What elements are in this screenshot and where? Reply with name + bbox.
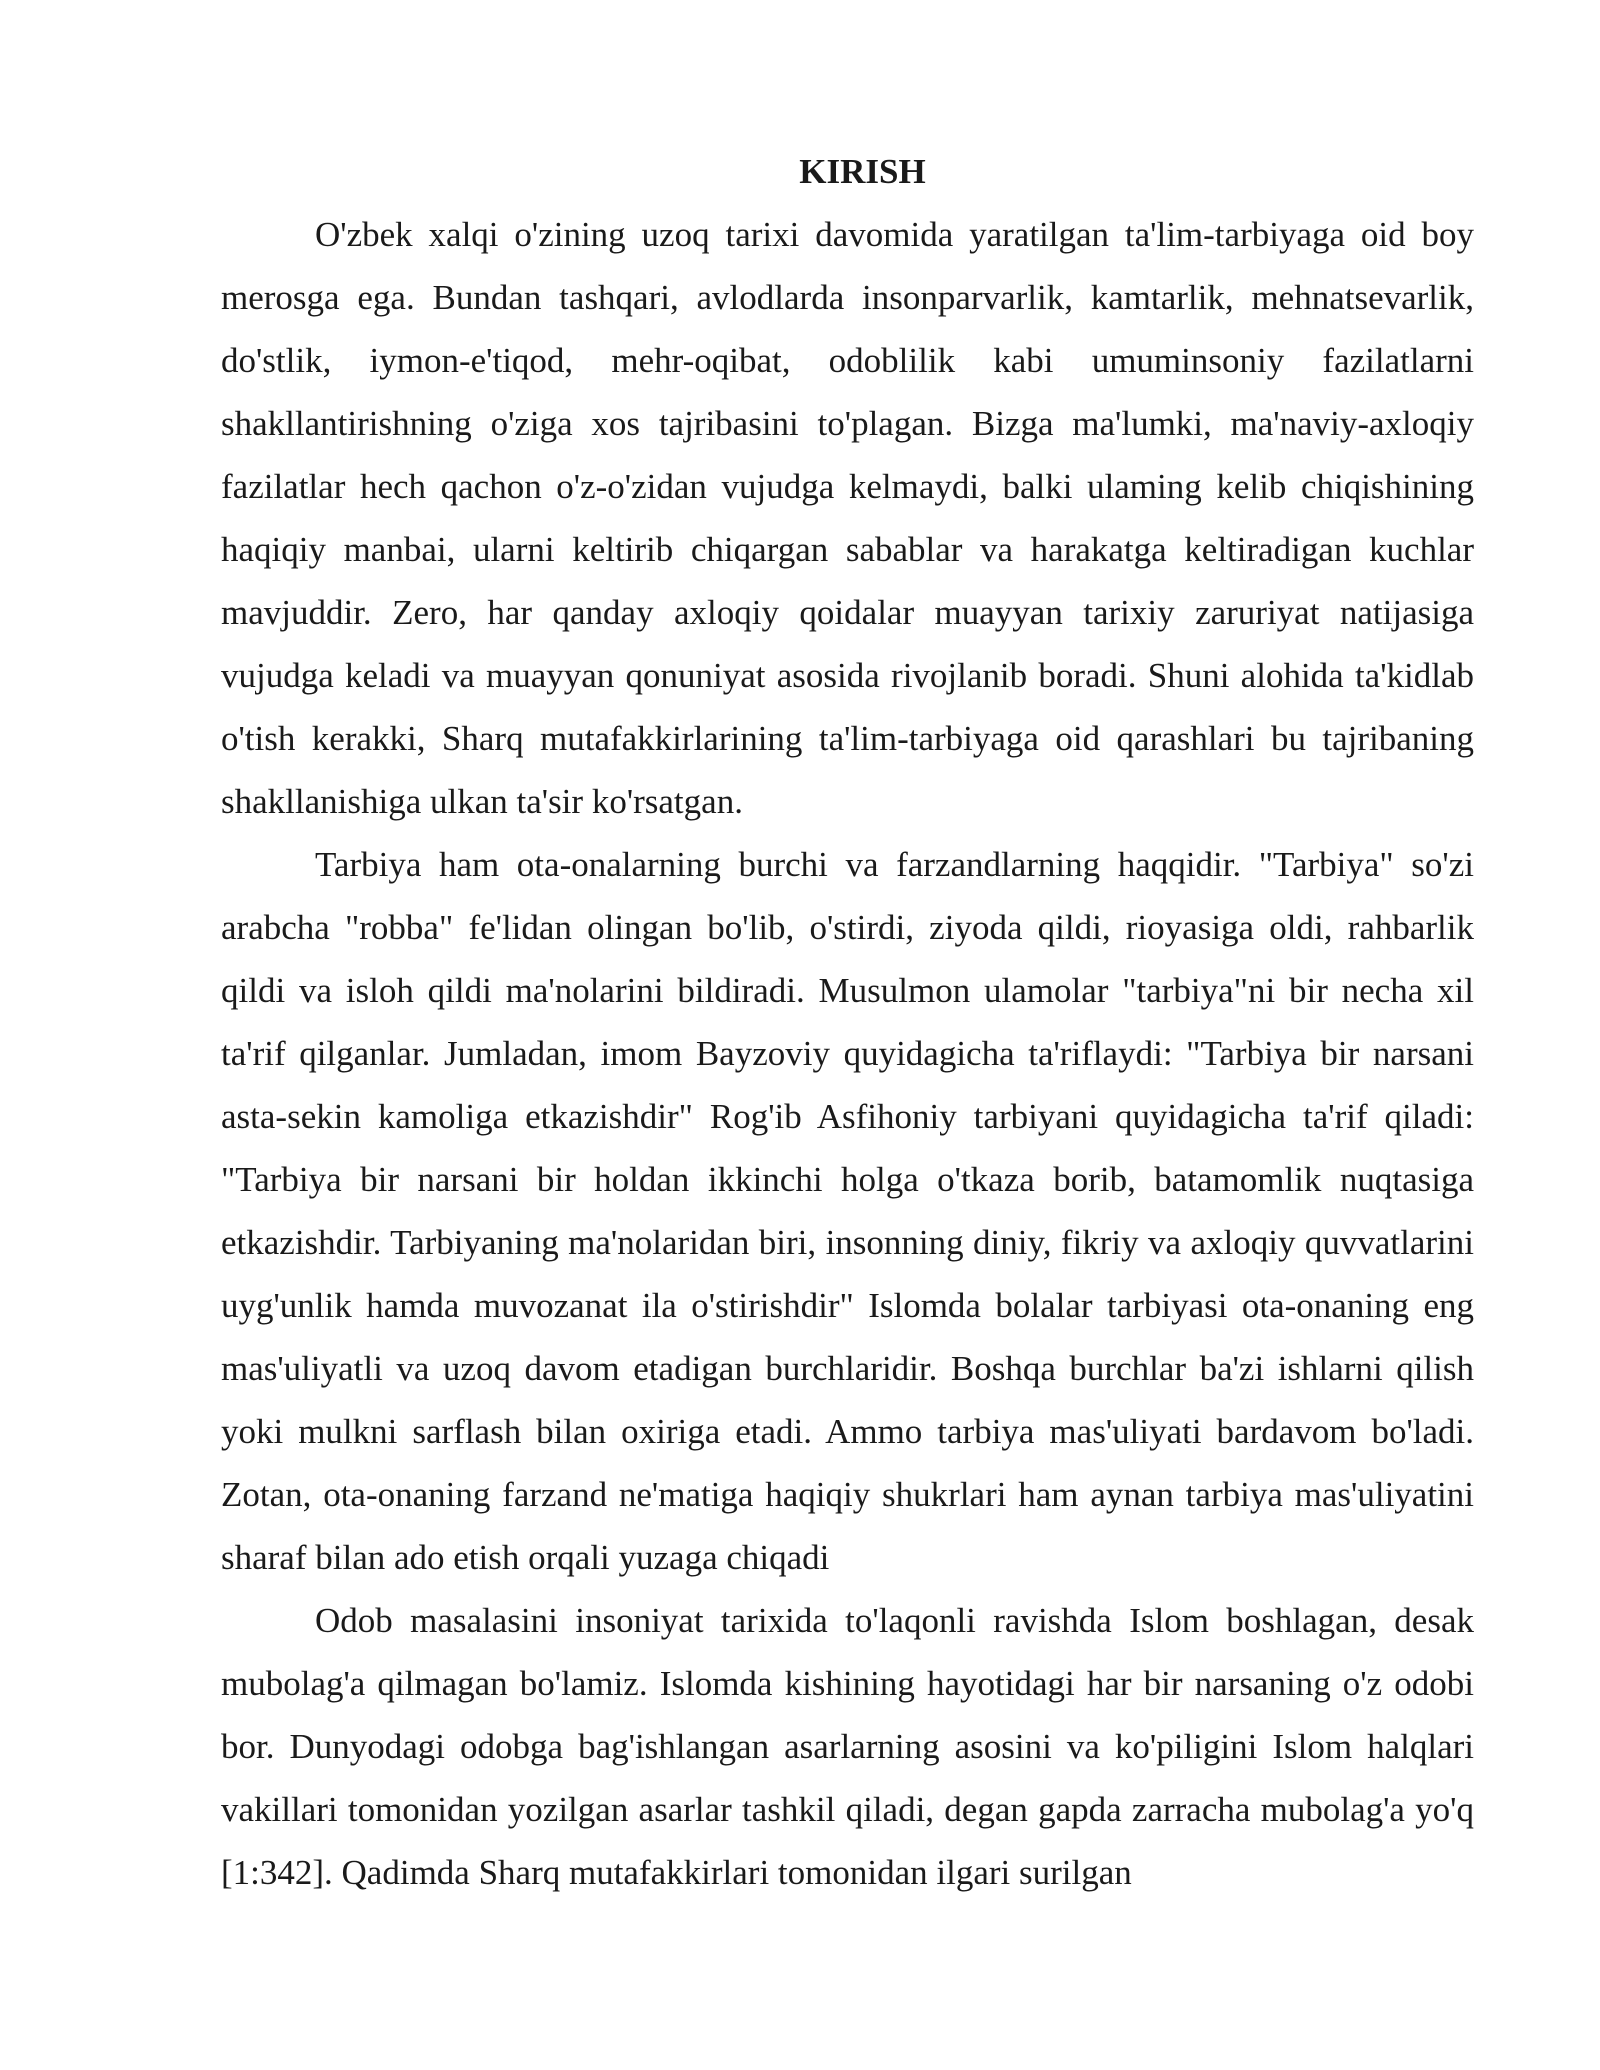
page-title: KIRISH [799,152,926,191]
paragraph-1: O'zbek xalqi o'zining uzoq tarixi davomida yaratilgan ta'lim-tarbiyaga oid boy merosga ega. Bundan tashqari, avlodlarda insonparvarlik, kamtarlik, mehnatsevarlik, do'stlik, iymon-e'tiqod, mehr-oqibat, odoblilik kabi umuminsoniy fazilatlarni shakllantirishning o'ziga xos tajribasini to'plagan. Bizga ma'lumki, ma'naviy-axloqiy fazilatlar hech qachon o'z-o'zidan vujudga kelmaydi, balki ulaming kelib chiqishining haqiqiy manbai, ularni keltirib chiqargan sabablar va harakatga keltiradigan kuchlar mavjuddir. Zero, har qanday axloqiy qoidalar muayyan tarixiy zaruriyat natijasiga vujudga keladi va muayyan qonuniyat asosida rivojlanib boradi. Shuni alohida ta'kidlab o'tish kerakki, Sharq mutafakkirlarining ta'lim-tarbiyaga oid qarashlari bu tajribaning shakllanishiga ulkan ta'sir ko'rsatgan. [221,215,1474,821]
paragraph-3: Odob masalasini insoniyat tarixida to'laqonli ravishda Islom boshlagan, desak mubolag'a qilmagan bo'lamiz. Islomda kishining hayotidagi har bir narsaning o'z odobi bor. Dunyodagi odobga bag'ishlangan asarlarning asosini va ko'piligini Islom halqlari vakillari tomonidan yozilgan asarlar tashkil qiladi, degan gapda zarracha mubolag'a yo'q [1:342]. Qadimda Sharq mutafakkirlari tomonidan ilgari surilgan [221,1601,1474,1892]
document-page [221,140,1474,1904]
paragraph-2: Tarbiya ham ota-onalarning burchi va farzandlarning haqqidir. "Tarbiya" so'zi arabcha "robba" fe'lidan olingan bo'lib, o'stirdi, ziyoda qildi, rioyasiga oldi, rahbarlik qildi va isloh qildi ma'nolarini bildiradi. Musulmon ulamolar "tarbiya"ni bir necha xil ta'rif qilganlar. Jumladan, imom Bayzoviy quyidagicha ta'riflaydi: "Tarbiya bir narsani asta-sekin kamoliga etkazishdir" Rog'ib Asfihoniy tarbiyani quyidagicha ta'rif qiladi: "Tarbiya bir narsani bir holdan ikkinchi holga o'tkaza borib, batamomlik nuqtasiga etkazishdir. Tarbiyaning ma'nolaridan biri, insonning diniy, fikriy va axloqiy quvvatlarini uyg'unlik hamda muvozanat ila o'stirishdir" Islomda bolalar tarbiyasi ota-onaning eng mas'uliyatli va uzoq davom etadigan burchlaridir. Boshqa burchlar ba'zi ishlarni qilish yoki mulkni sarflash bilan oxiriga etadi. Ammo tarbiya mas'uliyati bardavom bo'ladi. Zotan, ota-onaning farzand ne'matiga haqiqiy shukrlari ham aynan tarbiya mas'uliyatini sharaf bilan ado etish orqali yuzaga chiqadi [221,845,1474,1577]
